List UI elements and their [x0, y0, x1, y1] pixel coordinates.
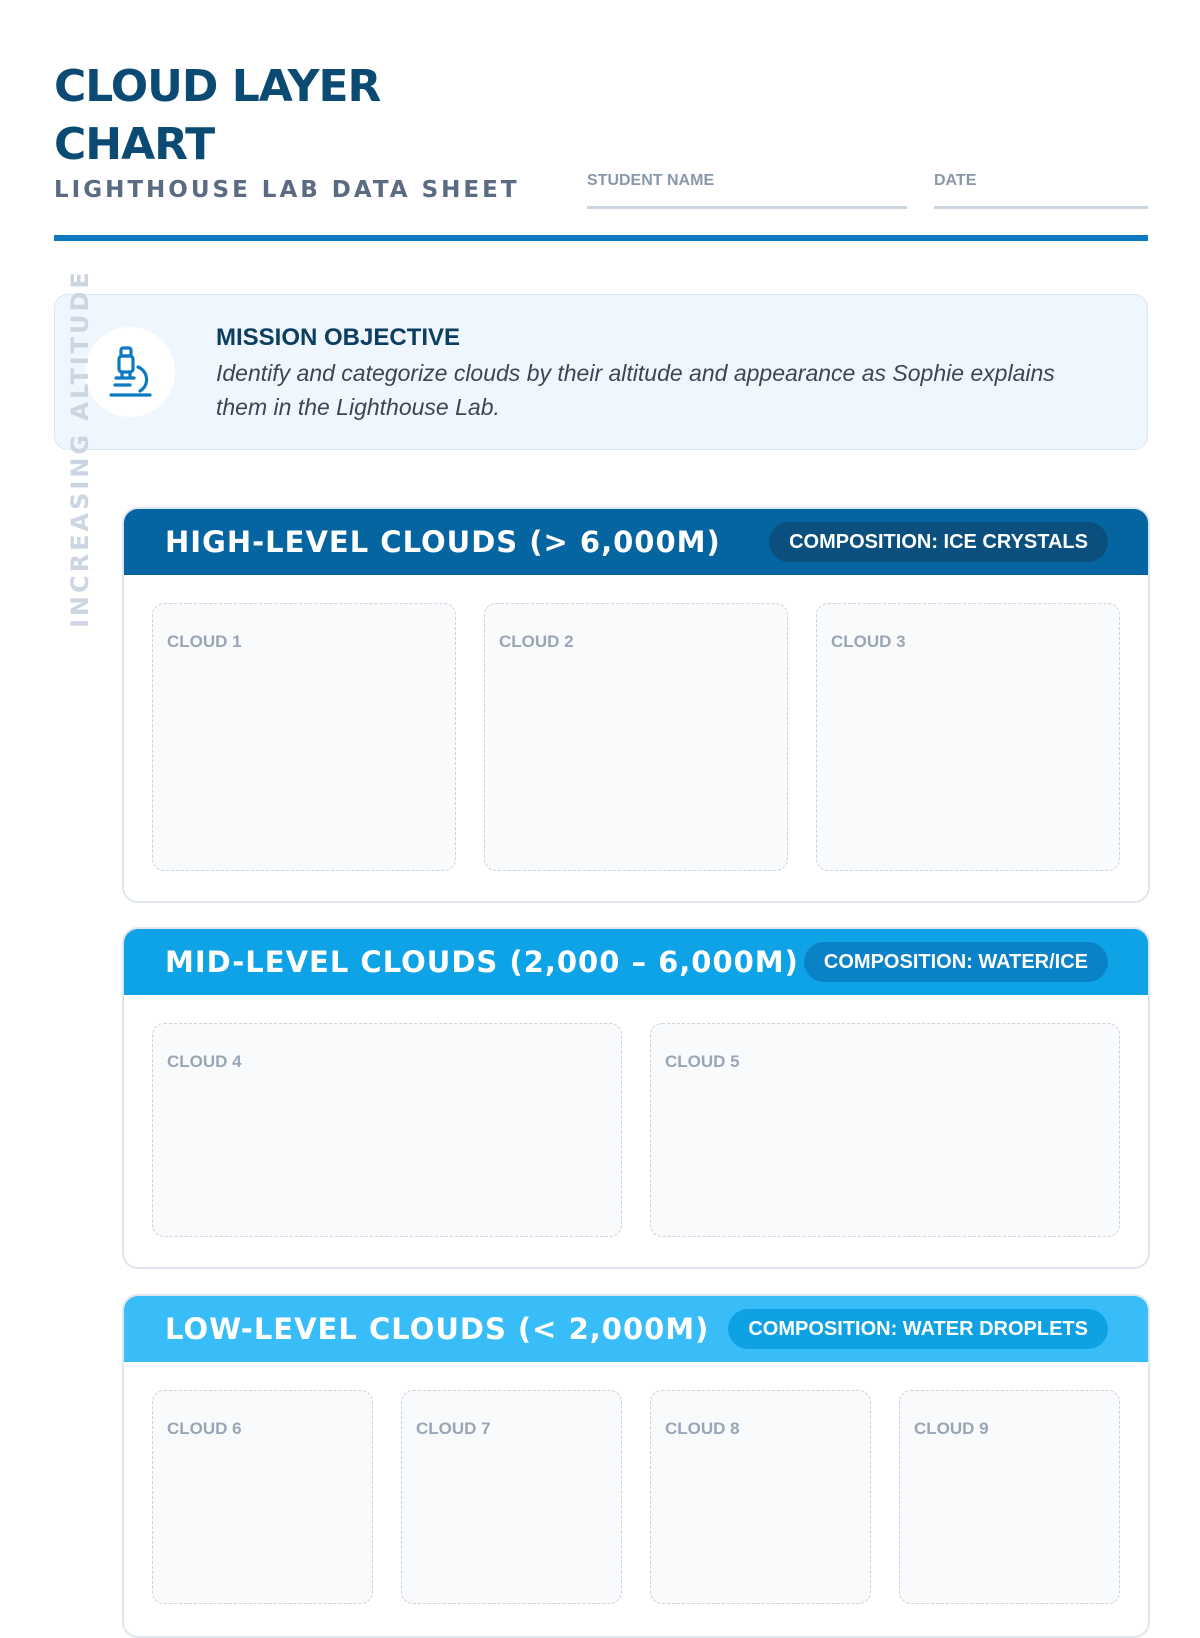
- cloud-box-label: CLOUD 5: [665, 1052, 740, 1071]
- mission-heading: MISSION OBJECTIVE: [216, 324, 461, 351]
- cloud-box-2[interactable]: [484, 603, 788, 871]
- cloud-box-label: CLOUD 4: [167, 1052, 242, 1071]
- cloud-box-label: CLOUD 1: [167, 632, 242, 651]
- microscope-icon: [85, 327, 175, 417]
- altitude-axis-label: INCREASING ALTITUDE: [66, 269, 94, 628]
- section-mid-level: [122, 927, 1150, 1269]
- cloud-box-label: CLOUD 2: [499, 632, 574, 651]
- cloud-box-4[interactable]: [152, 1023, 622, 1237]
- student-name-label: STUDENT NAME: [587, 172, 715, 189]
- date-field[interactable]: [934, 172, 1148, 209]
- cloud-box-7[interactable]: [401, 1390, 622, 1604]
- page-title: CLOUD LAYER CHART: [54, 61, 381, 170]
- cloud-box-1[interactable]: [152, 603, 456, 871]
- header-divider: [54, 235, 1148, 241]
- page-subtitle: LIGHTHOUSE LAB DATA SHEET: [54, 177, 520, 203]
- section-title: HIGH-LEVEL CLOUDS (> 6,000M): [165, 525, 721, 559]
- section-title: MID-LEVEL CLOUDS (2,000 – 6,000M): [165, 945, 799, 979]
- cloud-box-label: CLOUD 7: [416, 1419, 491, 1438]
- composition-badge: COMPOSITION: WATER DROPLETS: [728, 1309, 1108, 1349]
- cloud-box-3[interactable]: [816, 603, 1120, 871]
- cloud-box-label: CLOUD 8: [665, 1419, 740, 1438]
- cloud-box-label: CLOUD 9: [914, 1419, 989, 1438]
- student-name-field[interactable]: [587, 172, 907, 209]
- cloud-box-label: CLOUD 3: [831, 632, 906, 651]
- section-header: [124, 929, 1148, 995]
- cloud-box-9[interactable]: [899, 1390, 1120, 1604]
- section-low-level: [122, 1294, 1150, 1638]
- date-label: DATE: [934, 172, 977, 189]
- section-header: [124, 509, 1148, 575]
- cloud-box-5[interactable]: [650, 1023, 1120, 1237]
- section-high-level: [122, 507, 1150, 903]
- cloud-box-label: CLOUD 6: [167, 1419, 242, 1438]
- composition-badge: COMPOSITION: WATER/ICE: [804, 942, 1108, 982]
- section-title: LOW-LEVEL CLOUDS (< 2,000M): [165, 1312, 710, 1346]
- composition-badge: COMPOSITION: ICE CRYSTALS: [769, 522, 1108, 562]
- mission-text: Identify and categorize clouds by their altitude and appearance as Sophie explains them in the Lighthouse Lab.: [216, 360, 1055, 420]
- cloud-box-8[interactable]: [650, 1390, 871, 1604]
- section-header: [124, 1296, 1148, 1362]
- cloud-box-6[interactable]: [152, 1390, 373, 1604]
